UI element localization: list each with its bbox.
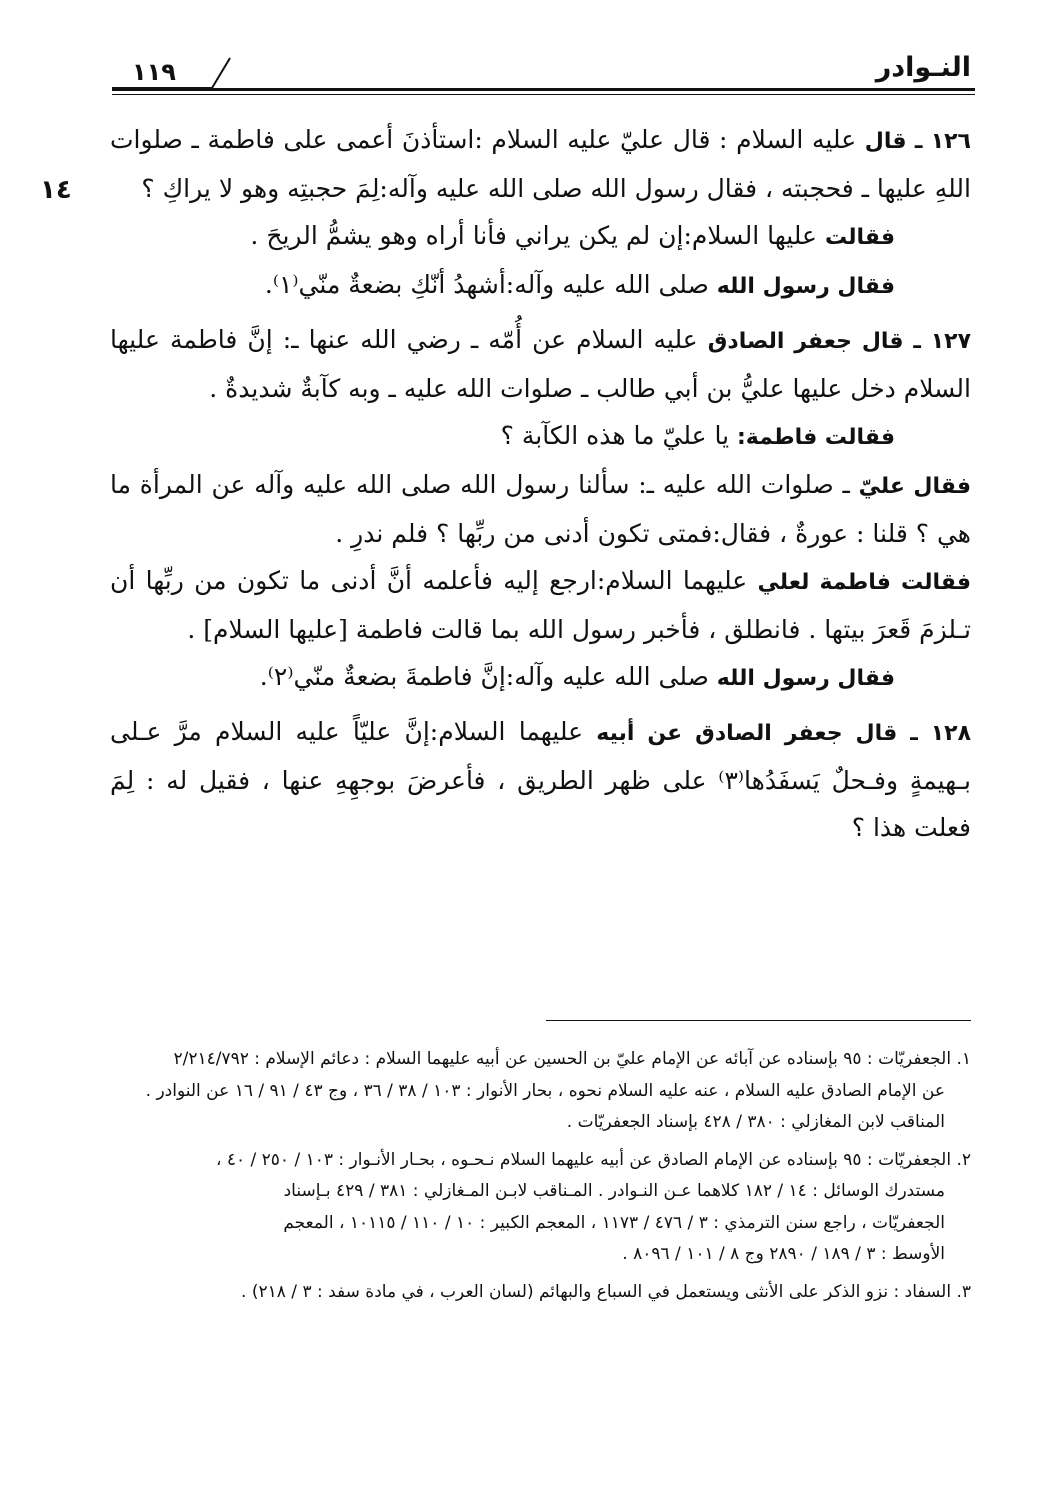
speaker-label: فقال رسول الله — [716, 274, 895, 299]
paragraph-text: صلى الله عليه وآله:إنَّ فاطمةَ بضعةٌ منّي⁽٢⁾. — [259, 662, 709, 691]
footnotes — [110, 1044, 971, 1314]
speaker-label: ١٢٨ ـ قال جعفر الصادق عن أبيه — [596, 721, 972, 746]
footnote-line: الجعفريّات ، راجع سنن الترمذي : ٣ / ٤٧٦ / ١١٧٣ ، المعجم الكبير : ١٠ / ١١٠ / ١٠١١٥ ، المعجم — [283, 1212, 945, 1233]
speaker-label: ١٢٧ ـ قال جعفر الصادق — [707, 329, 972, 354]
footnote — [110, 1145, 971, 1271]
footnote-separator — [546, 1020, 971, 1021]
speaker-label: فقال رسول الله — [716, 666, 895, 691]
page-number: ١١٩ — [132, 58, 176, 86]
footnote-line: عن الإمام الصادق عليه السلام ، عنه عليه السلام نحوه ، بحار الأنوار : ١٠٣ / ٣٨ / ٣٦ ، وج ٤٣ / ٩١ / ١٦ عن النوادر . — [145, 1080, 945, 1101]
hadith-paragraph — [110, 316, 971, 412]
header-rule-thin — [112, 94, 975, 95]
paragraph-text: ـ صلوات الله عليه ـ: سألنا رسول الله صلى الله عليه وآله عن المرأة ما هي ؟ قلنا : عورةٌ ، فقال:فمتى تكون أدنى من ربِّها ؟ فلم ندرِ . — [110, 470, 971, 548]
hadith-paragraph — [110, 116, 971, 212]
footnote — [110, 1044, 971, 1139]
page-number-tab — [112, 56, 232, 90]
footnote-line: الأوسط : ٣ / ١٨٩ / ٢٨٩٠ وج ٨ / ١٠١ / ٨٠٩٦ . — [622, 1244, 945, 1264]
footnote-line: ٢. الجعفريّات : ٩٥ بإسناده عن الإمام الصادق عن أبيه عليهما السلام نـحـوه ، بحـار الأنـوار : ١٠٣ / ٢٥٠ / ٤٠ ، — [215, 1149, 971, 1170]
hadith-paragraph — [110, 212, 971, 261]
paragraph-text: عليهما السلام:ارجع إليه فأعلمه أنَّ أدنى ما تكون من ربِّها أن تـلزمَ قَعرَ بيتها . فانطلق ، فأخبر رسول الله بما قالت فاطمة [عليها السلام] . — [110, 566, 971, 644]
footnote — [110, 1277, 971, 1309]
hadith-paragraph — [110, 708, 971, 851]
speaker-label: فقال عليّ — [858, 474, 972, 499]
hadith-paragraph — [110, 461, 971, 557]
footnote-line: ٣. السفاد : نزو الذكر على الأنثى ويستعمل في السباع والبهائم (لسان العرب ، في مادة سفد : ٣ / ٢١٨) . — [241, 1281, 971, 1302]
paragraph-text: صلى الله عليه وآله:أشهدُ أنّكِ بضعةٌ منّي⁽١⁾. — [264, 270, 709, 299]
paragraph-text: عليه السلام عن أُمّه ـ رضي الله عنها ـ: إنَّ فاطمة عليها السلام دخل عليها عليُّ بن أبي طالب ـ صلوات الله عليه ـ وبه كآبةٌ شديدةٌ . — [110, 325, 971, 403]
running-header-title: النـوادر — [875, 52, 971, 83]
paragraph-text: عليه السلام : قال عليّ عليه السلام :استأذنَ أعمى على فاطمة ـ صلوات اللهِ عليها ـ فحجبته ، فقال رسول الله صلى الله عليه وآله:لِمَ حجبتِه وهو لا يراكِ ؟ — [110, 125, 971, 203]
paragraph-text: عليهما السلام:إنَّ عليّاً عليه السلام مرَّ عـلى بـهيمةٍ وفـحلٌ يَسفَدُها⁽٣⁾ على ظهر الطريق ، فأعرضَ بوجهِهِ عنها ، فقيل له : لِمَ فعلت هذا ؟ — [110, 717, 971, 842]
hadith-paragraph — [110, 653, 971, 702]
hadith-paragraph — [110, 261, 971, 310]
hadith-paragraph — [110, 557, 971, 653]
speaker-label: ١٢٦ ـ قال — [864, 129, 971, 154]
speaker-label: فقالت — [824, 225, 895, 250]
header-rule-thick — [112, 88, 975, 91]
paragraph-text: يا عليّ ما هذه الكآبة ؟ — [500, 421, 730, 450]
paragraph-text: عليها السلام:إن لم يكن يراني فأنا أراه وهو يشمُّ الريحَ . — [250, 221, 817, 250]
speaker-label: فقالت فاطمة لعلي — [757, 570, 972, 595]
main-text — [110, 116, 971, 851]
hadith-paragraph — [110, 412, 971, 461]
footnote-line: ١. الجعفريّات : ٩٥ بإسناده عن آبائه عن الإمام عليّ بن الحسين عن أبيه عليهما السلام : دعائم الإسلام : ٢/٢١٤/٧٩٢ — [173, 1049, 971, 1069]
footnote-line: مستدرك الوسائل : ١٤ / ١٨٢ كلاهما عـن النـوادر . المـناقب لابـن المـغازلي : ٣٨١ / ٤٢٩ بـإسناد — [283, 1181, 945, 1201]
footnote-line: المناقب لابن المغازلي : ٣٨٠ / ٤٢٨ بإسناد الجعفريّات . — [566, 1112, 945, 1132]
speaker-label: فقالت فاطمة: — [737, 425, 895, 450]
margin-section-number: ١٤ — [40, 175, 72, 205]
